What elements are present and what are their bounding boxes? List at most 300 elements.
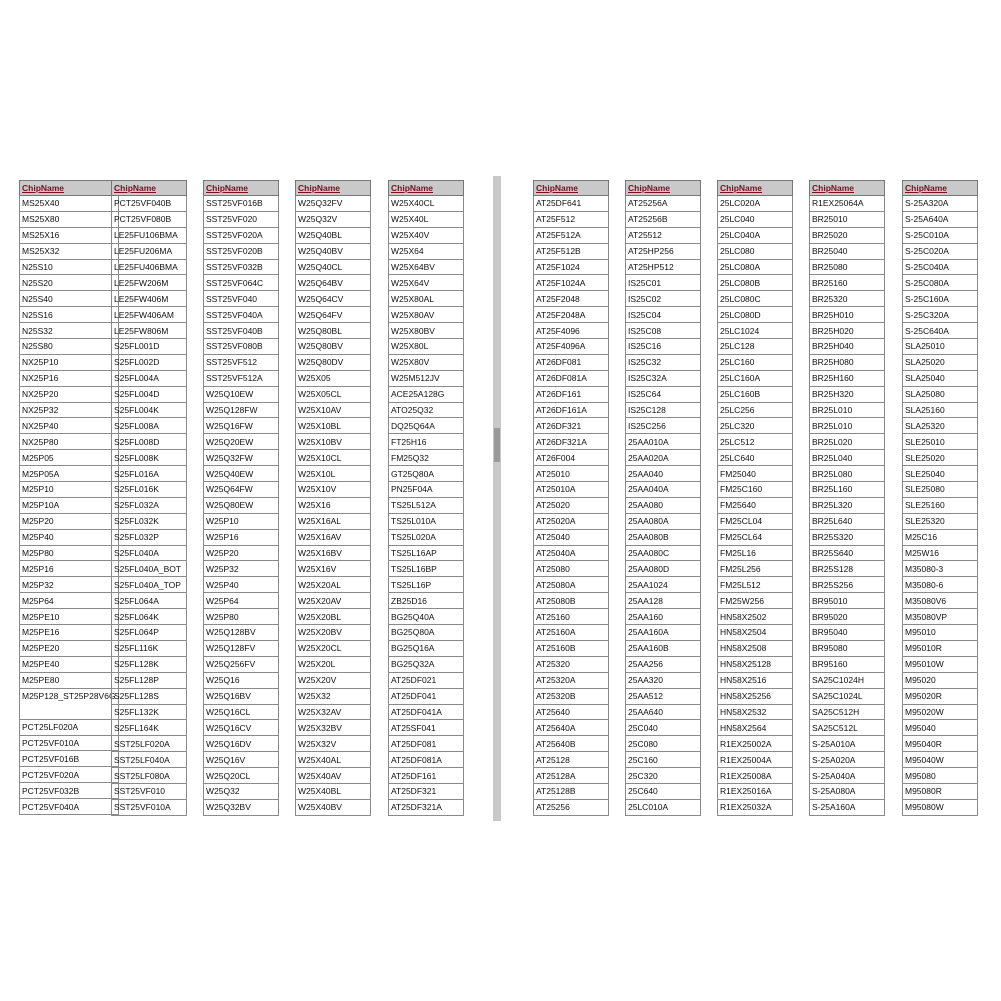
- chip-name-cell[interactable]: BR25080: [810, 259, 885, 275]
- chip-name-cell[interactable]: AT25640A: [534, 720, 609, 736]
- chip-name-cell[interactable]: 25LC128: [718, 339, 793, 355]
- chip-name-cell[interactable]: M95040: [903, 720, 978, 736]
- chip-name-cell[interactable]: IS25C16: [626, 339, 701, 355]
- chip-name-cell[interactable]: AT25040: [534, 529, 609, 545]
- chip-name-cell[interactable]: S-25C160A: [903, 291, 978, 307]
- chip-name-cell[interactable]: W25Q256FV: [204, 656, 279, 672]
- chip-name-cell[interactable]: BR25L080: [810, 466, 885, 482]
- chip-name-cell[interactable]: W25X10BV: [296, 434, 371, 450]
- chip-name-cell[interactable]: W25X80AL: [389, 291, 464, 307]
- chip-name-cell[interactable]: M95010R: [903, 640, 978, 656]
- chip-name-cell[interactable]: LE25FU106BMA: [112, 227, 187, 243]
- chip-name-cell[interactable]: R1EX25004A: [718, 752, 793, 768]
- chip-name-cell[interactable]: SST25LF040A: [112, 752, 187, 768]
- chip-name-cell[interactable]: M25P05A: [20, 466, 119, 482]
- chip-name-cell[interactable]: W25X64BV: [389, 259, 464, 275]
- chip-name-cell[interactable]: M25P128_ST25P28V6G: [20, 688, 119, 719]
- chip-name-cell[interactable]: AT25640B: [534, 736, 609, 752]
- chip-name-cell[interactable]: BG25Q16A: [389, 640, 464, 656]
- chip-name-cell[interactable]: AT25640: [534, 704, 609, 720]
- chip-name-cell[interactable]: N25S20: [20, 275, 119, 291]
- chip-name-cell[interactable]: W25Q32BV: [204, 799, 279, 815]
- chip-name-cell[interactable]: TS25L16P: [389, 577, 464, 593]
- chip-name-cell[interactable]: BR25L040: [810, 450, 885, 466]
- chip-name-cell[interactable]: AT25DF081A: [389, 752, 464, 768]
- chip-name-cell[interactable]: AT26DF321A: [534, 434, 609, 450]
- chip-name-cell[interactable]: W25X10BL: [296, 418, 371, 434]
- chip-name-cell[interactable]: W25X10AV: [296, 402, 371, 418]
- chip-name-cell[interactable]: W25X16AV: [296, 529, 371, 545]
- chip-name-cell[interactable]: PCT25VF010A: [20, 735, 119, 751]
- chip-name-cell[interactable]: NX25P16: [20, 370, 119, 386]
- chip-name-cell[interactable]: W25X20CL: [296, 640, 371, 656]
- chip-name-cell[interactable]: W25X16AL: [296, 513, 371, 529]
- chip-name-cell[interactable]: AT25DF041: [389, 688, 464, 704]
- chip-name-cell[interactable]: BR25L160: [810, 482, 885, 498]
- chip-name-cell[interactable]: W25Q80DV: [296, 354, 371, 370]
- chip-name-cell[interactable]: SST25VF512A: [204, 370, 279, 386]
- chip-name-cell[interactable]: BR25H020: [810, 323, 885, 339]
- chip-name-cell[interactable]: SST25VF016B: [204, 196, 279, 212]
- chip-name-cell[interactable]: W25X40AL: [296, 752, 371, 768]
- chip-name-cell[interactable]: SST25VF032B: [204, 259, 279, 275]
- chip-name-cell[interactable]: 25AA080C: [626, 545, 701, 561]
- page-splitter[interactable]: [493, 176, 501, 821]
- chip-name-cell[interactable]: AT25128A: [534, 768, 609, 784]
- chip-name-cell[interactable]: 25C320: [626, 768, 701, 784]
- chip-name-cell[interactable]: FM25040: [718, 466, 793, 482]
- chip-name-cell[interactable]: W25Q32FW: [204, 450, 279, 466]
- chip-name-cell[interactable]: FM25CL04: [718, 513, 793, 529]
- chip-name-cell[interactable]: AT25DF081: [389, 736, 464, 752]
- chip-name-cell[interactable]: IS25C04: [626, 307, 701, 323]
- chip-name-cell[interactable]: W25P10: [204, 513, 279, 529]
- chip-name-cell[interactable]: AT25080: [534, 561, 609, 577]
- chip-name-cell[interactable]: LE25FW806M: [112, 323, 187, 339]
- chip-name-cell[interactable]: 25C640: [626, 783, 701, 799]
- chip-name-cell[interactable]: W25Q32: [204, 783, 279, 799]
- chip-name-cell[interactable]: W25Q128FW: [204, 402, 279, 418]
- chip-name-cell[interactable]: W25X80AV: [389, 307, 464, 323]
- chip-name-cell[interactable]: IS25C256: [626, 418, 701, 434]
- chip-name-cell[interactable]: S25FL132K: [112, 704, 187, 720]
- chip-name-cell[interactable]: AT25DF041A: [389, 704, 464, 720]
- chip-name-cell[interactable]: AT25DF641: [534, 196, 609, 212]
- chip-name-cell[interactable]: S25FL008D: [112, 434, 187, 450]
- chip-name-cell[interactable]: M25PE40: [20, 656, 119, 672]
- chip-name-cell[interactable]: SST25VF040B: [204, 323, 279, 339]
- chip-name-cell[interactable]: W25Q20CL: [204, 768, 279, 784]
- chip-name-cell[interactable]: S25FL016A: [112, 466, 187, 482]
- chip-name-cell[interactable]: LE25FW206M: [112, 275, 187, 291]
- chip-name-cell[interactable]: NX25P80: [20, 434, 119, 450]
- chip-name-cell[interactable]: S25FL032P: [112, 529, 187, 545]
- chip-name-cell[interactable]: W25X10L: [296, 466, 371, 482]
- chip-name-cell[interactable]: W25Q80BL: [296, 323, 371, 339]
- chip-name-cell[interactable]: W25X05: [296, 370, 371, 386]
- chip-name-cell[interactable]: M25P10A: [20, 497, 119, 513]
- chip-name-cell[interactable]: 25LC080B: [718, 275, 793, 291]
- chip-name-cell[interactable]: 25AA640: [626, 704, 701, 720]
- chip-name-cell[interactable]: AT25080A: [534, 577, 609, 593]
- chip-name-cell[interactable]: HN58X2564: [718, 720, 793, 736]
- chip-name-cell[interactable]: BR25H010: [810, 307, 885, 323]
- chip-name-cell[interactable]: S25FL004A: [112, 370, 187, 386]
- chip-name-cell[interactable]: 25C040: [626, 720, 701, 736]
- chip-name-cell[interactable]: HN58X2504: [718, 625, 793, 641]
- chip-name-cell[interactable]: AT25020: [534, 497, 609, 513]
- chip-name-cell[interactable]: S25FL032A: [112, 497, 187, 513]
- chip-name-cell[interactable]: SLE25080: [903, 482, 978, 498]
- chip-name-cell[interactable]: W25Q10EW: [204, 386, 279, 402]
- chip-name-cell[interactable]: S25FL128K: [112, 656, 187, 672]
- chip-name-cell[interactable]: S25FL001D: [112, 339, 187, 355]
- chip-name-cell[interactable]: BG25Q80A: [389, 625, 464, 641]
- chip-name-cell[interactable]: FM25Q32: [389, 450, 464, 466]
- chip-name-cell[interactable]: TS25L010A: [389, 513, 464, 529]
- chip-name-cell[interactable]: AT25010: [534, 466, 609, 482]
- chip-name-cell[interactable]: M25PE16: [20, 625, 119, 641]
- chip-name-cell[interactable]: W25Q40EW: [204, 466, 279, 482]
- chip-name-cell[interactable]: 25AA020A: [626, 450, 701, 466]
- chip-name-cell[interactable]: AT25DF321: [389, 783, 464, 799]
- chip-name-cell[interactable]: ZB25D16: [389, 593, 464, 609]
- chip-name-cell[interactable]: IS25C02: [626, 291, 701, 307]
- chip-name-cell[interactable]: SLE25020: [903, 450, 978, 466]
- chip-name-cell[interactable]: 25LC040A: [718, 227, 793, 243]
- chip-name-cell[interactable]: SLA25020: [903, 354, 978, 370]
- chip-name-cell[interactable]: SLA25010: [903, 339, 978, 355]
- chip-name-cell[interactable]: W25X80BV: [389, 323, 464, 339]
- chip-name-cell[interactable]: M95020: [903, 672, 978, 688]
- chip-name-cell[interactable]: AT25256B: [626, 211, 701, 227]
- chip-name-cell[interactable]: R1EX25008A: [718, 768, 793, 784]
- chip-name-cell[interactable]: S25FL164K: [112, 720, 187, 736]
- chip-name-cell[interactable]: NX25P10: [20, 354, 119, 370]
- chip-name-cell[interactable]: SLA25080: [903, 386, 978, 402]
- chip-name-cell[interactable]: BR25H320: [810, 386, 885, 402]
- chip-name-cell[interactable]: M95040W: [903, 752, 978, 768]
- chip-name-cell[interactable]: W25Q128BV: [204, 625, 279, 641]
- chip-name-cell[interactable]: M95080W: [903, 799, 978, 815]
- chip-name-cell[interactable]: AT26DF161A: [534, 402, 609, 418]
- chip-name-cell[interactable]: 25AA160B: [626, 640, 701, 656]
- chip-name-cell[interactable]: S-25C020A: [903, 243, 978, 259]
- chip-name-cell[interactable]: 25AA160: [626, 609, 701, 625]
- chip-name-cell[interactable]: 25LC010A: [626, 799, 701, 815]
- chip-name-cell[interactable]: W25X64: [389, 243, 464, 259]
- chip-name-cell[interactable]: W25Q32V: [296, 211, 371, 227]
- chip-name-cell[interactable]: W25X20BV: [296, 625, 371, 641]
- chip-name-cell[interactable]: SST25VF020: [204, 211, 279, 227]
- chip-name-cell[interactable]: 25AA1024: [626, 577, 701, 593]
- chip-name-cell[interactable]: SA25C1024L: [810, 688, 885, 704]
- chip-name-cell[interactable]: 25AA080D: [626, 561, 701, 577]
- chip-name-cell[interactable]: M25C16: [903, 529, 978, 545]
- chip-name-cell[interactable]: AT25HP256: [626, 243, 701, 259]
- chip-name-cell[interactable]: AT25320A: [534, 672, 609, 688]
- chip-name-cell[interactable]: AT25F1024A: [534, 275, 609, 291]
- chip-name-cell[interactable]: SST25VF010A: [112, 799, 187, 815]
- chip-name-cell[interactable]: S25FL004D: [112, 386, 187, 402]
- chip-name-cell[interactable]: W25X40V: [389, 227, 464, 243]
- chip-name-cell[interactable]: 25AA160A: [626, 625, 701, 641]
- chip-name-cell[interactable]: BR25S128: [810, 561, 885, 577]
- chip-name-cell[interactable]: W25M512JV: [389, 370, 464, 386]
- chip-name-cell[interactable]: PCT25VF020A: [20, 767, 119, 783]
- chip-name-cell[interactable]: AT26DF081A: [534, 370, 609, 386]
- chip-name-cell[interactable]: 25LC080: [718, 243, 793, 259]
- chip-name-cell[interactable]: AT25F4096A: [534, 339, 609, 355]
- chip-name-cell[interactable]: ATO25Q32: [389, 402, 464, 418]
- chip-name-cell[interactable]: FM25L512: [718, 577, 793, 593]
- chip-name-cell[interactable]: W25P16: [204, 529, 279, 545]
- chip-name-cell[interactable]: M25P64: [20, 593, 119, 609]
- chip-name-cell[interactable]: AT25040A: [534, 545, 609, 561]
- chip-name-cell[interactable]: S25FL040A: [112, 545, 187, 561]
- chip-name-cell[interactable]: AT25DF161: [389, 768, 464, 784]
- chip-name-cell[interactable]: ACE25A128G: [389, 386, 464, 402]
- chip-name-cell[interactable]: AT25160B: [534, 640, 609, 656]
- chip-name-cell[interactable]: MS25X40: [20, 196, 119, 212]
- chip-name-cell[interactable]: 25LC020A: [718, 196, 793, 212]
- chip-name-cell[interactable]: AT25128: [534, 752, 609, 768]
- chip-name-cell[interactable]: S25FL064K: [112, 609, 187, 625]
- chip-name-cell[interactable]: M35080-6: [903, 577, 978, 593]
- chip-name-cell[interactable]: PCT25VF032B: [20, 783, 119, 799]
- chip-name-cell[interactable]: AT25320B: [534, 688, 609, 704]
- chip-name-cell[interactable]: SST25VF020B: [204, 243, 279, 259]
- chip-name-cell[interactable]: BR25H040: [810, 339, 885, 355]
- chip-name-cell[interactable]: TS25L512A: [389, 497, 464, 513]
- chip-name-cell[interactable]: PCT25VF080B: [112, 211, 187, 227]
- chip-name-cell[interactable]: M25PE20: [20, 640, 119, 656]
- chip-name-cell[interactable]: AT25SF041: [389, 720, 464, 736]
- chip-name-cell[interactable]: S-25A320A: [903, 196, 978, 212]
- chip-name-cell[interactable]: SST25VF512: [204, 354, 279, 370]
- chip-name-cell[interactable]: 25AA128: [626, 593, 701, 609]
- chip-name-cell[interactable]: M25W16: [903, 545, 978, 561]
- chip-name-cell[interactable]: BR25H160: [810, 370, 885, 386]
- chip-name-cell[interactable]: S-25C640A: [903, 323, 978, 339]
- chip-name-cell[interactable]: M25P20: [20, 513, 119, 529]
- chip-name-cell[interactable]: IS25C128: [626, 402, 701, 418]
- chip-name-cell[interactable]: 25C080: [626, 736, 701, 752]
- chip-name-cell[interactable]: 25LC256: [718, 402, 793, 418]
- chip-name-cell[interactable]: AT25320: [534, 656, 609, 672]
- chip-name-cell[interactable]: BR25040: [810, 243, 885, 259]
- chip-name-cell[interactable]: 25LC080C: [718, 291, 793, 307]
- chip-name-cell[interactable]: M25P10: [20, 482, 119, 498]
- chip-name-cell[interactable]: S25FL016K: [112, 482, 187, 498]
- chip-name-cell[interactable]: W25Q40BV: [296, 243, 371, 259]
- chip-name-cell[interactable]: IS25C32A: [626, 370, 701, 386]
- chip-name-cell[interactable]: S25FL064A: [112, 593, 187, 609]
- chip-name-cell[interactable]: 25LC040: [718, 211, 793, 227]
- chip-name-cell[interactable]: S25FL064P: [112, 625, 187, 641]
- chip-name-cell[interactable]: AT25256A: [626, 196, 701, 212]
- chip-name-cell[interactable]: W25Q80BV: [296, 339, 371, 355]
- chip-name-cell[interactable]: 25C160: [626, 752, 701, 768]
- chip-name-cell[interactable]: W25X20AL: [296, 577, 371, 593]
- chip-name-cell[interactable]: M25P16: [20, 561, 119, 577]
- chip-name-cell[interactable]: M95010W: [903, 656, 978, 672]
- chip-name-cell[interactable]: BR25320: [810, 291, 885, 307]
- chip-name-cell[interactable]: M95010: [903, 625, 978, 641]
- chip-name-cell[interactable]: M95080R: [903, 783, 978, 799]
- chip-name-cell[interactable]: W25X40L: [389, 211, 464, 227]
- chip-name-cell[interactable]: R1EX25002A: [718, 736, 793, 752]
- chip-name-cell[interactable]: HN58X25128: [718, 656, 793, 672]
- chip-name-cell[interactable]: M35080VP: [903, 609, 978, 625]
- chip-name-cell[interactable]: M25PE10: [20, 609, 119, 625]
- chip-name-cell[interactable]: FM25L256: [718, 561, 793, 577]
- chip-name-cell[interactable]: W25Q16V: [204, 752, 279, 768]
- chip-name-cell[interactable]: S-25A020A: [810, 752, 885, 768]
- chip-name-cell[interactable]: TS25L16BP: [389, 561, 464, 577]
- chip-name-cell[interactable]: W25Q80EW: [204, 497, 279, 513]
- chip-name-cell[interactable]: W25X10V: [296, 482, 371, 498]
- chip-name-cell[interactable]: AT25256: [534, 799, 609, 815]
- chip-name-cell[interactable]: SA25C512H: [810, 704, 885, 720]
- chip-name-cell[interactable]: W25Q16: [204, 672, 279, 688]
- chip-name-cell[interactable]: PCT25LF020A: [20, 719, 119, 735]
- chip-name-cell[interactable]: PCT25VF016B: [20, 751, 119, 767]
- chip-name-cell[interactable]: AT25F4096: [534, 323, 609, 339]
- chip-name-cell[interactable]: W25Q16CV: [204, 720, 279, 736]
- chip-name-cell[interactable]: S-25C080A: [903, 275, 978, 291]
- chip-name-cell[interactable]: 25AA320: [626, 672, 701, 688]
- chip-name-cell[interactable]: AT25F1024: [534, 259, 609, 275]
- chip-name-cell[interactable]: AT25160A: [534, 625, 609, 641]
- chip-name-cell[interactable]: TS25L16AP: [389, 545, 464, 561]
- chip-name-cell[interactable]: FT25H16: [389, 434, 464, 450]
- chip-name-cell[interactable]: 25AA040A: [626, 482, 701, 498]
- chip-name-cell[interactable]: W25X80V: [389, 354, 464, 370]
- chip-name-cell[interactable]: 25AA010A: [626, 434, 701, 450]
- chip-name-cell[interactable]: 25AA080: [626, 497, 701, 513]
- chip-name-cell[interactable]: 25LC320: [718, 418, 793, 434]
- chip-name-cell[interactable]: S25FL032K: [112, 513, 187, 529]
- chip-name-cell[interactable]: HN58X2532: [718, 704, 793, 720]
- chip-name-cell[interactable]: S25FL128S: [112, 688, 187, 704]
- chip-name-cell[interactable]: SST25VF080B: [204, 339, 279, 355]
- chip-name-cell[interactable]: FM25C160: [718, 482, 793, 498]
- chip-name-cell[interactable]: FM25640: [718, 497, 793, 513]
- chip-name-cell[interactable]: W25Q64FW: [204, 482, 279, 498]
- chip-name-cell[interactable]: W25X16: [296, 497, 371, 513]
- chip-name-cell[interactable]: R1EX25032A: [718, 799, 793, 815]
- chip-name-cell[interactable]: M95020W: [903, 704, 978, 720]
- chip-name-cell[interactable]: HN58X2508: [718, 640, 793, 656]
- chip-name-cell[interactable]: HN58X25256: [718, 688, 793, 704]
- chip-name-cell[interactable]: W25X32: [296, 688, 371, 704]
- chip-name-cell[interactable]: W25P80: [204, 609, 279, 625]
- chip-name-cell[interactable]: PCT25VF040B: [112, 196, 187, 212]
- chip-name-cell[interactable]: SST25VF064C: [204, 275, 279, 291]
- chip-name-cell[interactable]: BR25160: [810, 275, 885, 291]
- chip-name-cell[interactable]: W25Q64CV: [296, 291, 371, 307]
- chip-name-cell[interactable]: BR25020: [810, 227, 885, 243]
- chip-name-cell[interactable]: W25X16BV: [296, 545, 371, 561]
- chip-name-cell[interactable]: SST25VF040A: [204, 307, 279, 323]
- chip-name-cell[interactable]: BR25S320: [810, 529, 885, 545]
- chip-name-cell[interactable]: W25Q16FW: [204, 418, 279, 434]
- chip-name-cell[interactable]: R1EX25016A: [718, 783, 793, 799]
- chip-name-cell[interactable]: BR25L020: [810, 434, 885, 450]
- chip-name-cell[interactable]: 25LC160: [718, 354, 793, 370]
- chip-name-cell[interactable]: SLE25040: [903, 466, 978, 482]
- chip-name-cell[interactable]: AT25128B: [534, 783, 609, 799]
- chip-name-cell[interactable]: 25LC640: [718, 450, 793, 466]
- chip-name-cell[interactable]: 25LC512: [718, 434, 793, 450]
- chip-name-cell[interactable]: BG25Q32A: [389, 656, 464, 672]
- chip-name-cell[interactable]: S-25A080A: [810, 783, 885, 799]
- chip-name-cell[interactable]: 25LC160B: [718, 386, 793, 402]
- chip-name-cell[interactable]: S-25A160A: [810, 799, 885, 815]
- chip-name-cell[interactable]: W25X20V: [296, 672, 371, 688]
- chip-name-cell[interactable]: W25X80L: [389, 339, 464, 355]
- chip-name-cell[interactable]: S-25C010A: [903, 227, 978, 243]
- chip-name-cell[interactable]: SA25C512L: [810, 720, 885, 736]
- chip-name-cell[interactable]: N25S32: [20, 323, 119, 339]
- chip-name-cell[interactable]: M25P80: [20, 545, 119, 561]
- chip-name-cell[interactable]: 25LC080A: [718, 259, 793, 275]
- chip-name-cell[interactable]: W25X40CL: [389, 196, 464, 212]
- chip-name-cell[interactable]: W25X20BL: [296, 609, 371, 625]
- chip-name-cell[interactable]: PCT25VF040A: [20, 799, 119, 815]
- chip-name-cell[interactable]: FM25CL64: [718, 529, 793, 545]
- chip-name-cell[interactable]: S25FL040A_BOT: [112, 561, 187, 577]
- chip-name-cell[interactable]: N25S16: [20, 307, 119, 323]
- chip-name-cell[interactable]: AT25F2048: [534, 291, 609, 307]
- chip-name-cell[interactable]: TS25L020A: [389, 529, 464, 545]
- chip-name-cell[interactable]: W25X40BV: [296, 799, 371, 815]
- chip-name-cell[interactable]: SLA25040: [903, 370, 978, 386]
- chip-name-cell[interactable]: W25Q16CL: [204, 704, 279, 720]
- chip-name-cell[interactable]: W25X32AV: [296, 704, 371, 720]
- chip-name-cell[interactable]: 25LC160A: [718, 370, 793, 386]
- chip-name-cell[interactable]: NX25P40: [20, 418, 119, 434]
- chip-name-cell[interactable]: DQ25Q64A: [389, 418, 464, 434]
- chip-name-cell[interactable]: SST25LF020A: [112, 736, 187, 752]
- chip-name-cell[interactable]: NX25P32: [20, 402, 119, 418]
- chip-name-cell[interactable]: N25S80: [20, 339, 119, 355]
- chip-name-cell[interactable]: AT25020A: [534, 513, 609, 529]
- chip-name-cell[interactable]: IS25C64: [626, 386, 701, 402]
- chip-name-cell[interactable]: BG25Q40A: [389, 609, 464, 625]
- chip-name-cell[interactable]: S25FL128P: [112, 672, 187, 688]
- chip-name-cell[interactable]: SST25LF080A: [112, 768, 187, 784]
- chip-name-cell[interactable]: AT25F512A: [534, 227, 609, 243]
- chip-name-cell[interactable]: S-25C320A: [903, 307, 978, 323]
- chip-name-cell[interactable]: BR25S640: [810, 545, 885, 561]
- chip-name-cell[interactable]: AT25HP512: [626, 259, 701, 275]
- chip-name-cell[interactable]: S-25A040A: [810, 768, 885, 784]
- chip-name-cell[interactable]: W25X64V: [389, 275, 464, 291]
- chip-name-cell[interactable]: 25AA080A: [626, 513, 701, 529]
- chip-name-cell[interactable]: AT25010A: [534, 482, 609, 498]
- chip-name-cell[interactable]: W25X20AV: [296, 593, 371, 609]
- chip-name-cell[interactable]: W25X40AV: [296, 768, 371, 784]
- chip-name-cell[interactable]: M25P05: [20, 450, 119, 466]
- chip-name-cell[interactable]: SLE25010: [903, 434, 978, 450]
- chip-name-cell[interactable]: M25P32: [20, 577, 119, 593]
- chip-name-cell[interactable]: SST25VF010: [112, 783, 187, 799]
- chip-name-cell[interactable]: SLE25160: [903, 497, 978, 513]
- chip-name-cell[interactable]: LE25FW406M: [112, 291, 187, 307]
- chip-name-cell[interactable]: BR95010: [810, 593, 885, 609]
